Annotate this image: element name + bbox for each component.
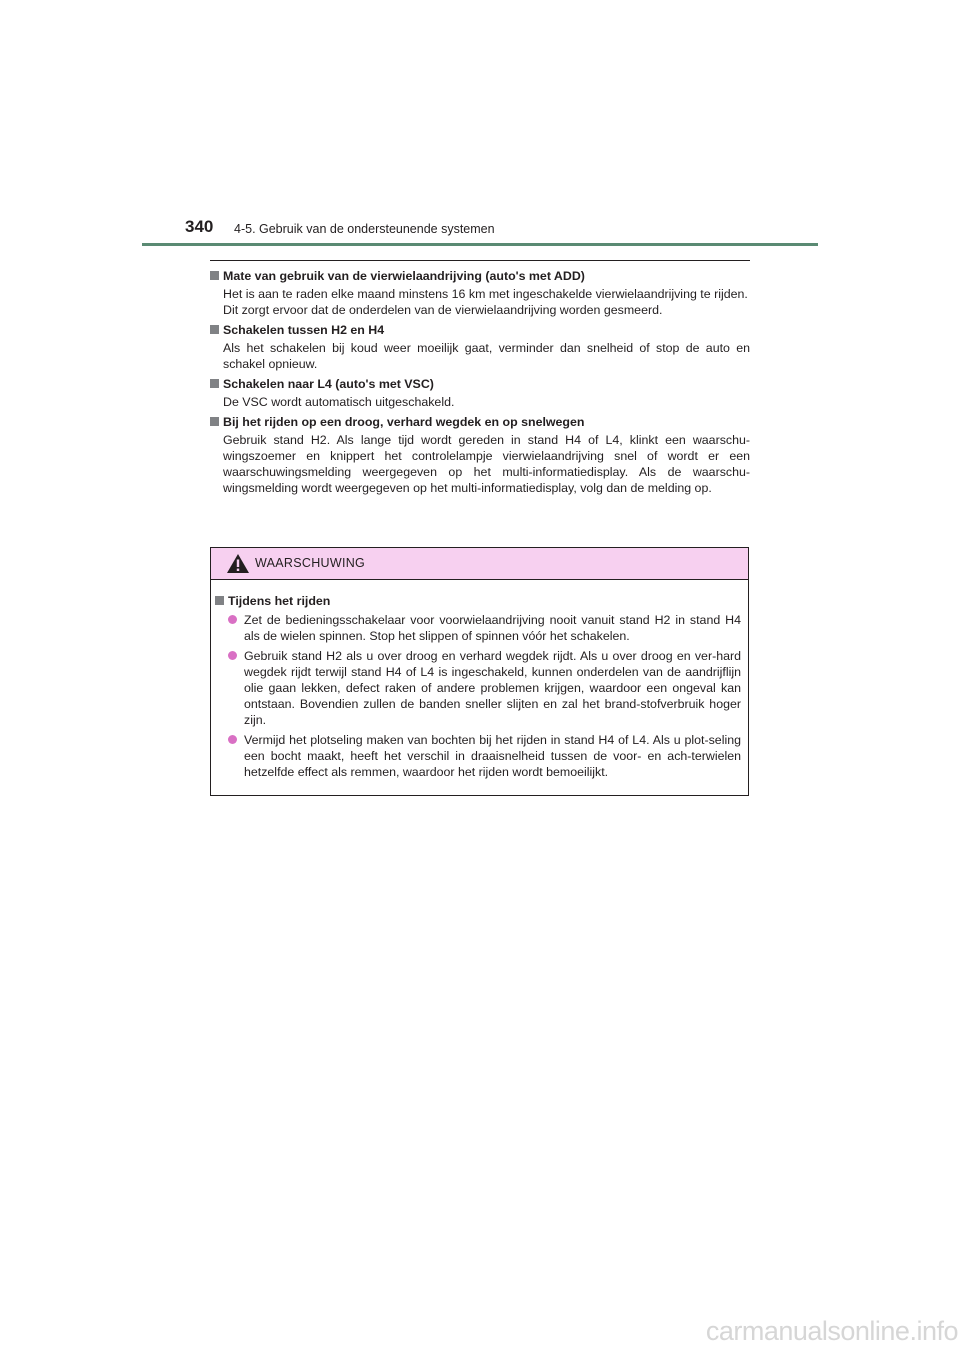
bullet-text: Gebruik stand H2 als u over droog en verhard wegdek rijdt. Als u over droog en ver-hard wegdek rijdt terwijl stand H4 of L4 is ingeschakeld, kunnen onderdelen van de aandrijflijn olie gaan lekken, defect raken of andere problemen krijgen, waardoor een ongeval kan ontstaan. Bovendien zullen de banden sneller slijten en zal het brand-stofverbruik hoger zijn. xyxy=(244,649,741,727)
item-body: Het is aan te raden elke maand minstens 16 km met ingeschakelde vierwielaandrijving te rijden. Dit zorgt ervoor dat de onderdelen van de vierwielaandrijving worden gesmeerd. xyxy=(223,287,748,317)
square-marker-icon xyxy=(215,596,224,605)
info-item-shift-l4 xyxy=(210,376,750,410)
item-title: Schakelen tussen H2 en H4 xyxy=(223,323,385,337)
square-marker-icon xyxy=(210,325,219,334)
item-title: Mate van gebruik van de vierwielaandrijving (auto's met ADD) xyxy=(223,269,585,283)
item-body: De VSC wordt automatisch uitgeschakeld. xyxy=(223,395,455,409)
square-marker-icon xyxy=(210,271,219,280)
warning-bullet xyxy=(228,612,741,644)
info-item-shift-h2-h4 xyxy=(210,322,750,372)
page-number: 340 xyxy=(185,217,214,236)
bullet-dot-icon xyxy=(228,651,237,660)
warning-header xyxy=(211,548,748,580)
square-marker-icon xyxy=(210,379,219,388)
square-marker-icon xyxy=(210,417,219,426)
content-top-rule xyxy=(210,260,750,261)
item-body: Als het schakelen bij koud weer moeilijk gaat, verminder dan snelheid of stop de auto en schakel opnieuw. xyxy=(223,341,750,371)
item-title: Schakelen naar L4 (auto's met VSC) xyxy=(223,377,434,391)
bullet-dot-icon xyxy=(228,615,237,624)
info-item-4wd-usage xyxy=(210,268,750,318)
warning-box xyxy=(210,547,749,796)
content-section xyxy=(210,268,750,500)
warning-bullet xyxy=(228,732,741,780)
bullet-text: Zet de bedieningsschakelaar voor voorwielaandrijving nooit vanuit stand H2 in stand H4 als de wielen spinnen. Stop het slippen of spinnen vóór het schakelen. xyxy=(244,613,741,643)
header-rule xyxy=(142,243,818,246)
warning-content xyxy=(211,580,748,780)
section-title: 4-5. Gebruik van de ondersteunende systemen xyxy=(234,222,495,236)
warning-triangle-icon xyxy=(227,554,249,573)
warning-title: Tijdens het rijden xyxy=(228,594,331,608)
bullet-text: Vermijd het plotseling maken van bochten bij het rijden in stand H4 of L4. Als u plot-seling een bocht maakt, heeft het verschil in draaisnelheid tussen de voor- en ach-terwielen hetzelfde effect als remmen, waardoor het rijden wordt bemoeilijkt. xyxy=(244,733,741,779)
warning-label: WAARSCHUWING xyxy=(255,556,366,570)
item-body: Gebruik stand H2. Als lange tijd wordt gereden in stand H4 of L4, klinkt een waarschu-wingszoemer en knippert het controlelampje vierwielaandrijving snel of wordt er een waarschuwingsmelding weergegeven op het multi-informatiedisplay. Als de waarschu-wingsmelding wordt weergegeven op het multi-informatiedisplay, volg dan de melding op. xyxy=(223,433,750,495)
bullet-dot-icon xyxy=(228,735,237,744)
info-item-dry-road xyxy=(210,414,750,496)
watermark: carmanualsonline.info xyxy=(705,1316,958,1346)
warning-bullet xyxy=(228,648,741,728)
item-title: Bij het rijden op een droog, verhard wegdek en op snelwegen xyxy=(223,415,585,429)
